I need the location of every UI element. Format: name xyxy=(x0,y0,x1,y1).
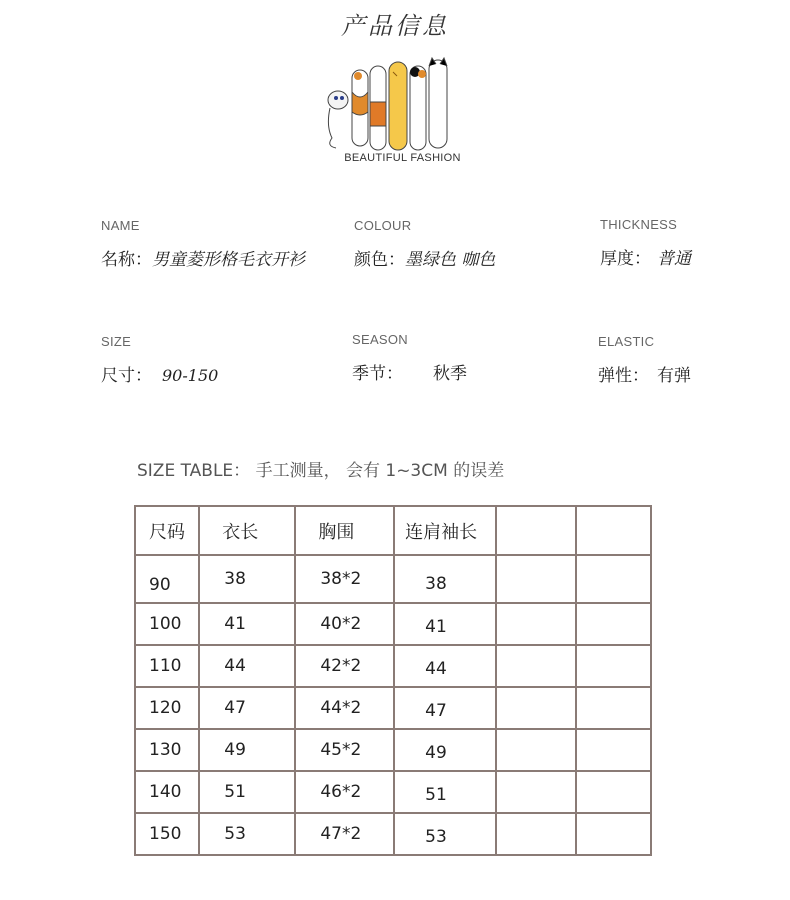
table-cell: 110 xyxy=(135,645,199,687)
info-season-row xyxy=(352,359,467,384)
table-cell xyxy=(496,771,576,813)
table-header-cell xyxy=(496,506,576,555)
size-table xyxy=(134,505,652,856)
table-cell xyxy=(496,603,576,645)
table-cell: 44 xyxy=(394,645,496,687)
info-size xyxy=(101,334,218,386)
info-season xyxy=(352,332,467,384)
size-table-title: SIZE TABLE： 手工测量， 会有 1~3CM 的误差 xyxy=(137,461,505,481)
info-size-label: 尺寸： xyxy=(101,366,152,386)
table-cell xyxy=(496,555,576,603)
table-header-cell: 连肩袖长 xyxy=(394,506,496,555)
table-cell xyxy=(496,813,576,855)
table-row xyxy=(135,555,651,603)
table-cell: 38 xyxy=(199,555,295,603)
info-thickness-label-en: THICKNESS xyxy=(600,217,678,232)
info-thickness xyxy=(600,217,691,269)
info-name-value: 男童菱形格毛衣开衫 xyxy=(152,250,305,270)
table-cell xyxy=(496,687,576,729)
table-cell: 40*2 xyxy=(295,603,394,645)
info-colour-value: 墨绿色 咖色 xyxy=(405,250,496,270)
table-cell xyxy=(576,729,651,771)
table-header-cell xyxy=(576,506,651,555)
table-cell: 51 xyxy=(199,771,295,813)
info-thickness-row xyxy=(600,244,691,269)
table-cell: 38*2 xyxy=(295,555,394,603)
info-colour-label: 颜色： xyxy=(354,250,405,270)
info-name xyxy=(101,218,305,270)
table-cell: 44*2 xyxy=(295,687,394,729)
table-cell: 130 xyxy=(135,729,199,771)
info-elastic-label: 弹性： xyxy=(598,366,649,386)
info-colour-row xyxy=(354,245,495,270)
table-header-cell: 尺码 xyxy=(135,506,199,555)
info-thickness-label: 厚度： xyxy=(600,249,651,269)
table-cell: 51 xyxy=(394,771,496,813)
table-cell: 41 xyxy=(394,603,496,645)
table-row xyxy=(135,687,651,729)
table-cell: 120 xyxy=(135,687,199,729)
info-colour-label-en: COLOUR xyxy=(354,218,412,233)
info-elastic-row xyxy=(598,361,691,386)
info-name-label-en: NAME xyxy=(101,218,140,233)
info-size-label-en: SIZE xyxy=(101,334,132,349)
table-row xyxy=(135,645,651,687)
table-row xyxy=(135,603,651,645)
table-cell: 53 xyxy=(394,813,496,855)
table-cell xyxy=(576,813,651,855)
info-elastic xyxy=(598,334,691,386)
info-name-label: 名称： xyxy=(101,250,152,270)
table-cell xyxy=(576,645,651,687)
table-cell: 49 xyxy=(394,729,496,771)
table-cell: 140 xyxy=(135,771,199,813)
info-size-value: 90-150 xyxy=(162,366,219,385)
info-elastic-value: 有弹 xyxy=(657,366,691,386)
table-row xyxy=(135,813,651,855)
table-cell: 47 xyxy=(199,687,295,729)
brand-text: BEAUTIFUL FASHION xyxy=(344,152,461,164)
table-cell: 38 xyxy=(394,555,496,603)
info-thickness-value: 普通 xyxy=(657,249,691,269)
table-row xyxy=(135,729,651,771)
table-header-cell: 胸围 xyxy=(295,506,394,555)
info-size-row xyxy=(101,361,218,386)
page-title: 产品信息 xyxy=(341,12,449,40)
table-cell: 90 xyxy=(135,555,199,603)
info-season-label: 季节： xyxy=(352,364,403,384)
table-cell: 150 xyxy=(135,813,199,855)
info-season-label-en: SEASON xyxy=(352,332,408,347)
table-cell xyxy=(496,729,576,771)
table-cell xyxy=(576,555,651,603)
table-header-cell: 衣长 xyxy=(199,506,295,555)
size-table-header-row xyxy=(135,506,651,555)
info-colour xyxy=(354,218,495,270)
table-cell: 45*2 xyxy=(295,729,394,771)
table-cell: 41 xyxy=(199,603,295,645)
info-name-row xyxy=(101,245,305,270)
table-cell: 47 xyxy=(394,687,496,729)
table-cell xyxy=(576,771,651,813)
table-cell: 44 xyxy=(199,645,295,687)
table-cell: 49 xyxy=(199,729,295,771)
table-cell: 53 xyxy=(199,813,295,855)
info-elastic-label-en: ELASTIC xyxy=(598,334,655,349)
table-cell xyxy=(576,603,651,645)
table-cell xyxy=(496,645,576,687)
table-row xyxy=(135,771,651,813)
table-cell xyxy=(576,687,651,729)
table-cell: 42*2 xyxy=(295,645,394,687)
table-cell: 47*2 xyxy=(295,813,394,855)
table-cell: 46*2 xyxy=(295,771,394,813)
table-cell: 100 xyxy=(135,603,199,645)
info-season-value: 秋季 xyxy=(433,364,467,384)
